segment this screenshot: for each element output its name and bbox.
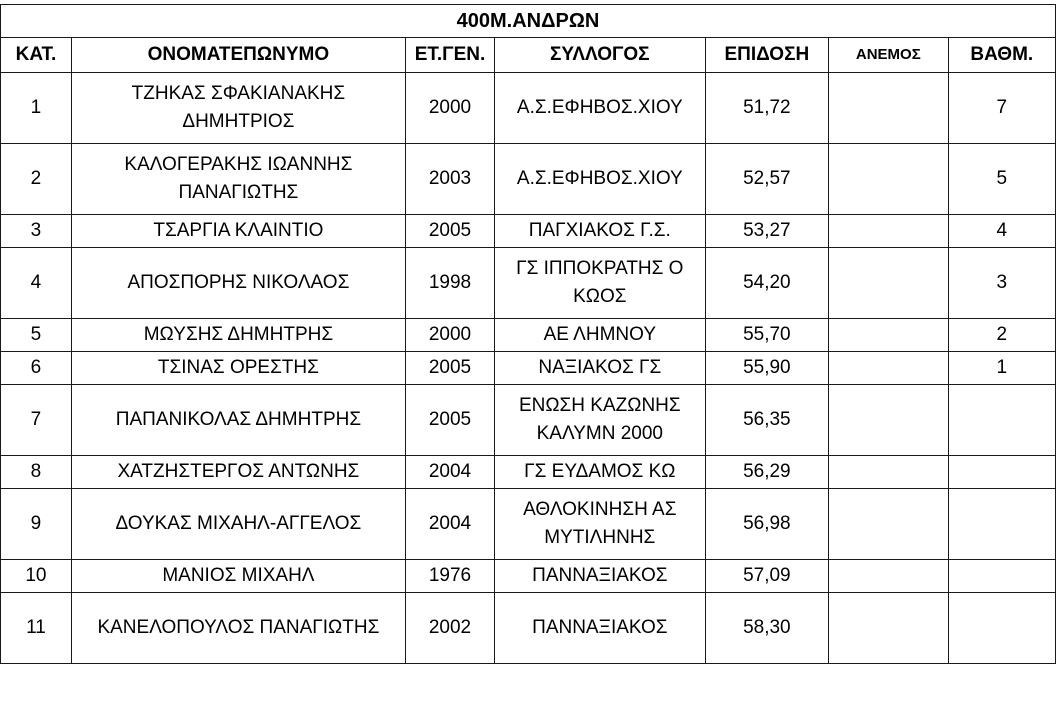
cell-wind: [829, 215, 948, 248]
cell-club: ΓΣ ΙΠΠΟΚΡΑΤΗΣ Ο ΚΩΟΣ: [495, 248, 706, 319]
cell-name: ΧΑΤΖΗΣΤΕΡΓΟΣ ΑΝΤΩΝΗΣ: [71, 456, 405, 489]
cell-performance: 55,70: [705, 319, 829, 352]
cell-performance: 55,90: [705, 352, 829, 385]
cell-wind: [829, 560, 948, 593]
cell-performance: 56,29: [705, 456, 829, 489]
cell-performance: 56,35: [705, 385, 829, 456]
cell-rank: 11: [1, 593, 72, 664]
cell-wind: [829, 593, 948, 664]
cell-performance: 54,20: [705, 248, 829, 319]
cell-club: ΠΑΝΝΑΞΙΑΚΟΣ: [495, 593, 706, 664]
cell-rank: 7: [1, 385, 72, 456]
cell-points: 1: [948, 352, 1055, 385]
cell-club: ΕΝΩΣΗ ΚΑΖΩΝΗΣ ΚΑΛΥΜΝ 2000: [495, 385, 706, 456]
table-row: [1, 385, 1056, 456]
table-row: [1, 489, 1056, 560]
cell-wind: [829, 456, 948, 489]
cell-name: ΠΑΠΑΝΙΚΟΛΑΣ ΔΗΜΗΤΡΗΣ: [71, 385, 405, 456]
table-row: [1, 352, 1056, 385]
header-performance: ΕΠΙΔΟΣΗ: [705, 38, 829, 73]
cell-club: ΠΑΝΝΑΞΙΑΚΟΣ: [495, 560, 706, 593]
cell-performance: 58,30: [705, 593, 829, 664]
cell-performance: 57,09: [705, 560, 829, 593]
cell-points: [948, 456, 1055, 489]
table-row: [1, 215, 1056, 248]
cell-rank: 9: [1, 489, 72, 560]
cell-points: 3: [948, 248, 1055, 319]
cell-year: 2003: [405, 144, 494, 215]
cell-name: ΚΑΛΟΓΕΡΑΚΗΣ ΙΩΑΝΝΗΣ ΠΑΝΑΓΙΩΤΗΣ: [71, 144, 405, 215]
table-row: [1, 456, 1056, 489]
header-rank: ΚΑΤ.: [1, 38, 72, 73]
cell-name: ΜΩΥΣΗΣ ΔΗΜΗΤΡΗΣ: [71, 319, 405, 352]
cell-points: 4: [948, 215, 1055, 248]
cell-wind: [829, 385, 948, 456]
cell-club: ΑΘΛΟΚΙΝΗΣΗ ΑΣ ΜΥΤΙΛΗΝΗΣ: [495, 489, 706, 560]
header-points: ΒΑΘΜ.: [948, 38, 1055, 73]
cell-performance: 52,57: [705, 144, 829, 215]
cell-name: ΑΠΟΣΠΟΡΗΣ ΝΙΚΟΛΑΟΣ: [71, 248, 405, 319]
cell-club: ΑΕ ΛΗΜΝΟΥ: [495, 319, 706, 352]
cell-performance: 53,27: [705, 215, 829, 248]
cell-year: 2004: [405, 489, 494, 560]
cell-points: [948, 385, 1055, 456]
cell-wind: [829, 319, 948, 352]
cell-rank: 10: [1, 560, 72, 593]
cell-rank: 3: [1, 215, 72, 248]
cell-club: ΠΑΓΧΙΑΚΟΣ Γ.Σ.: [495, 215, 706, 248]
cell-wind: [829, 248, 948, 319]
table-title: 400Μ.ΑΝΔΡΩΝ: [1, 5, 1056, 38]
results-table: [0, 4, 1056, 664]
cell-club: ΝΑΞΙΑΚΟΣ ΓΣ: [495, 352, 706, 385]
cell-year: 2005: [405, 352, 494, 385]
table-row: [1, 144, 1056, 215]
header-name: ΟΝΟΜΑΤΕΠΩΝΥΜΟ: [71, 38, 405, 73]
cell-year: 2005: [405, 385, 494, 456]
cell-wind: [829, 144, 948, 215]
cell-club: Α.Σ.ΕΦΗΒΟΣ.ΧΙΟΥ: [495, 73, 706, 144]
header-year: ΕΤ.ΓΕΝ.: [405, 38, 494, 73]
cell-year: 2000: [405, 319, 494, 352]
cell-points: [948, 489, 1055, 560]
header-row: [1, 38, 1056, 73]
cell-rank: 1: [1, 73, 72, 144]
cell-name: ΜΑΝΙΟΣ ΜΙΧΑΗΛ: [71, 560, 405, 593]
cell-rank: 8: [1, 456, 72, 489]
cell-name: ΚΑΝΕΛΟΠΟΥΛΟΣ ΠΑΝΑΓΙΩΤΗΣ: [71, 593, 405, 664]
cell-performance: 56,98: [705, 489, 829, 560]
table-row: [1, 593, 1056, 664]
cell-name: ΤΖΗΚΑΣ ΣΦΑΚΙΑΝΑΚΗΣ ΔΗΜΗΤΡΙΟΣ: [71, 73, 405, 144]
cell-name: ΤΣΙΝΑΣ ΟΡΕΣΤΗΣ: [71, 352, 405, 385]
cell-name: ΤΣΑΡΓΙΑ ΚΛΑΙΝΤΙΟ: [71, 215, 405, 248]
table-row: [1, 248, 1056, 319]
cell-rank: 4: [1, 248, 72, 319]
cell-club: Α.Σ.ΕΦΗΒΟΣ.ΧΙΟΥ: [495, 144, 706, 215]
cell-points: [948, 560, 1055, 593]
table-row: [1, 73, 1056, 144]
cell-points: [948, 593, 1055, 664]
cell-year: 1998: [405, 248, 494, 319]
cell-year: 2005: [405, 215, 494, 248]
cell-points: 7: [948, 73, 1055, 144]
cell-year: 2000: [405, 73, 494, 144]
cell-rank: 2: [1, 144, 72, 215]
header-wind: ΑΝΕΜΟΣ: [829, 38, 948, 73]
cell-year: 1976: [405, 560, 494, 593]
cell-points: 5: [948, 144, 1055, 215]
cell-year: 2002: [405, 593, 494, 664]
cell-wind: [829, 352, 948, 385]
table-row: [1, 560, 1056, 593]
cell-rank: 6: [1, 352, 72, 385]
cell-year: 2004: [405, 456, 494, 489]
cell-wind: [829, 73, 948, 144]
cell-rank: 5: [1, 319, 72, 352]
cell-wind: [829, 489, 948, 560]
cell-club: ΓΣ ΕΥΔΑΜΟΣ ΚΩ: [495, 456, 706, 489]
cell-performance: 51,72: [705, 73, 829, 144]
table-row: [1, 319, 1056, 352]
header-club: ΣΥΛΛΟΓΟΣ: [495, 38, 706, 73]
cell-points: 2: [948, 319, 1055, 352]
cell-name: ΔΟΥΚΑΣ ΜΙΧΑΗΛ-ΑΓΓΕΛΟΣ: [71, 489, 405, 560]
